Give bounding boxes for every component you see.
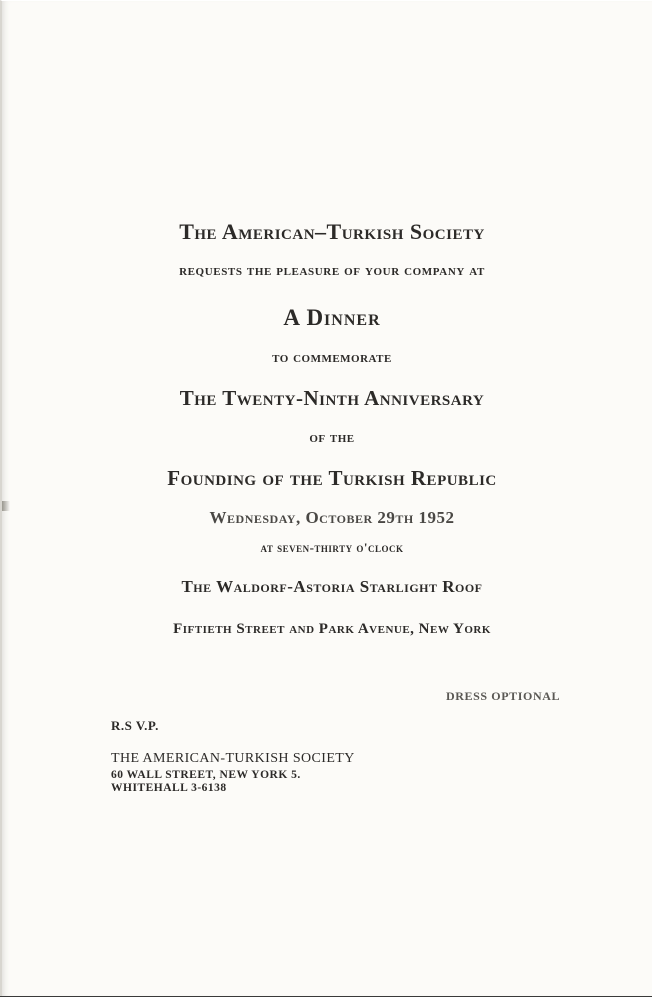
host-name: The American–Turkish Society bbox=[179, 219, 485, 244]
reply-name: THE AMERICAN-TURKISH SOCIETY bbox=[111, 751, 355, 766]
request-line: requests the pleasure of your company at bbox=[179, 263, 485, 279]
anniversary-line: The Twenty-Ninth Anniversary bbox=[179, 386, 485, 410]
venue-address: Fiftieth Street and Park Avenue, New York bbox=[173, 621, 491, 637]
purpose-line: to commemorate bbox=[272, 350, 392, 366]
event-time: at seven-thirty o'clock bbox=[260, 540, 404, 555]
of-the-line: of the bbox=[309, 430, 355, 446]
reply-phone: WHITEHALL 3-6138 bbox=[111, 782, 227, 794]
occasion-line: Founding of the Turkish Republic bbox=[167, 466, 497, 490]
event-date: Wednesday, October 29th 1952 bbox=[209, 508, 455, 527]
event-title: A Dinner bbox=[283, 305, 381, 330]
dress-code: DRESS OPTIONAL bbox=[446, 689, 561, 703]
reply-street: 60 WALL STREET, NEW YORK 5. bbox=[111, 769, 301, 781]
rsvp-label: R.S V.P. bbox=[111, 718, 159, 733]
venue-name: The Waldorf-Astoria Starlight Roof bbox=[181, 577, 483, 596]
